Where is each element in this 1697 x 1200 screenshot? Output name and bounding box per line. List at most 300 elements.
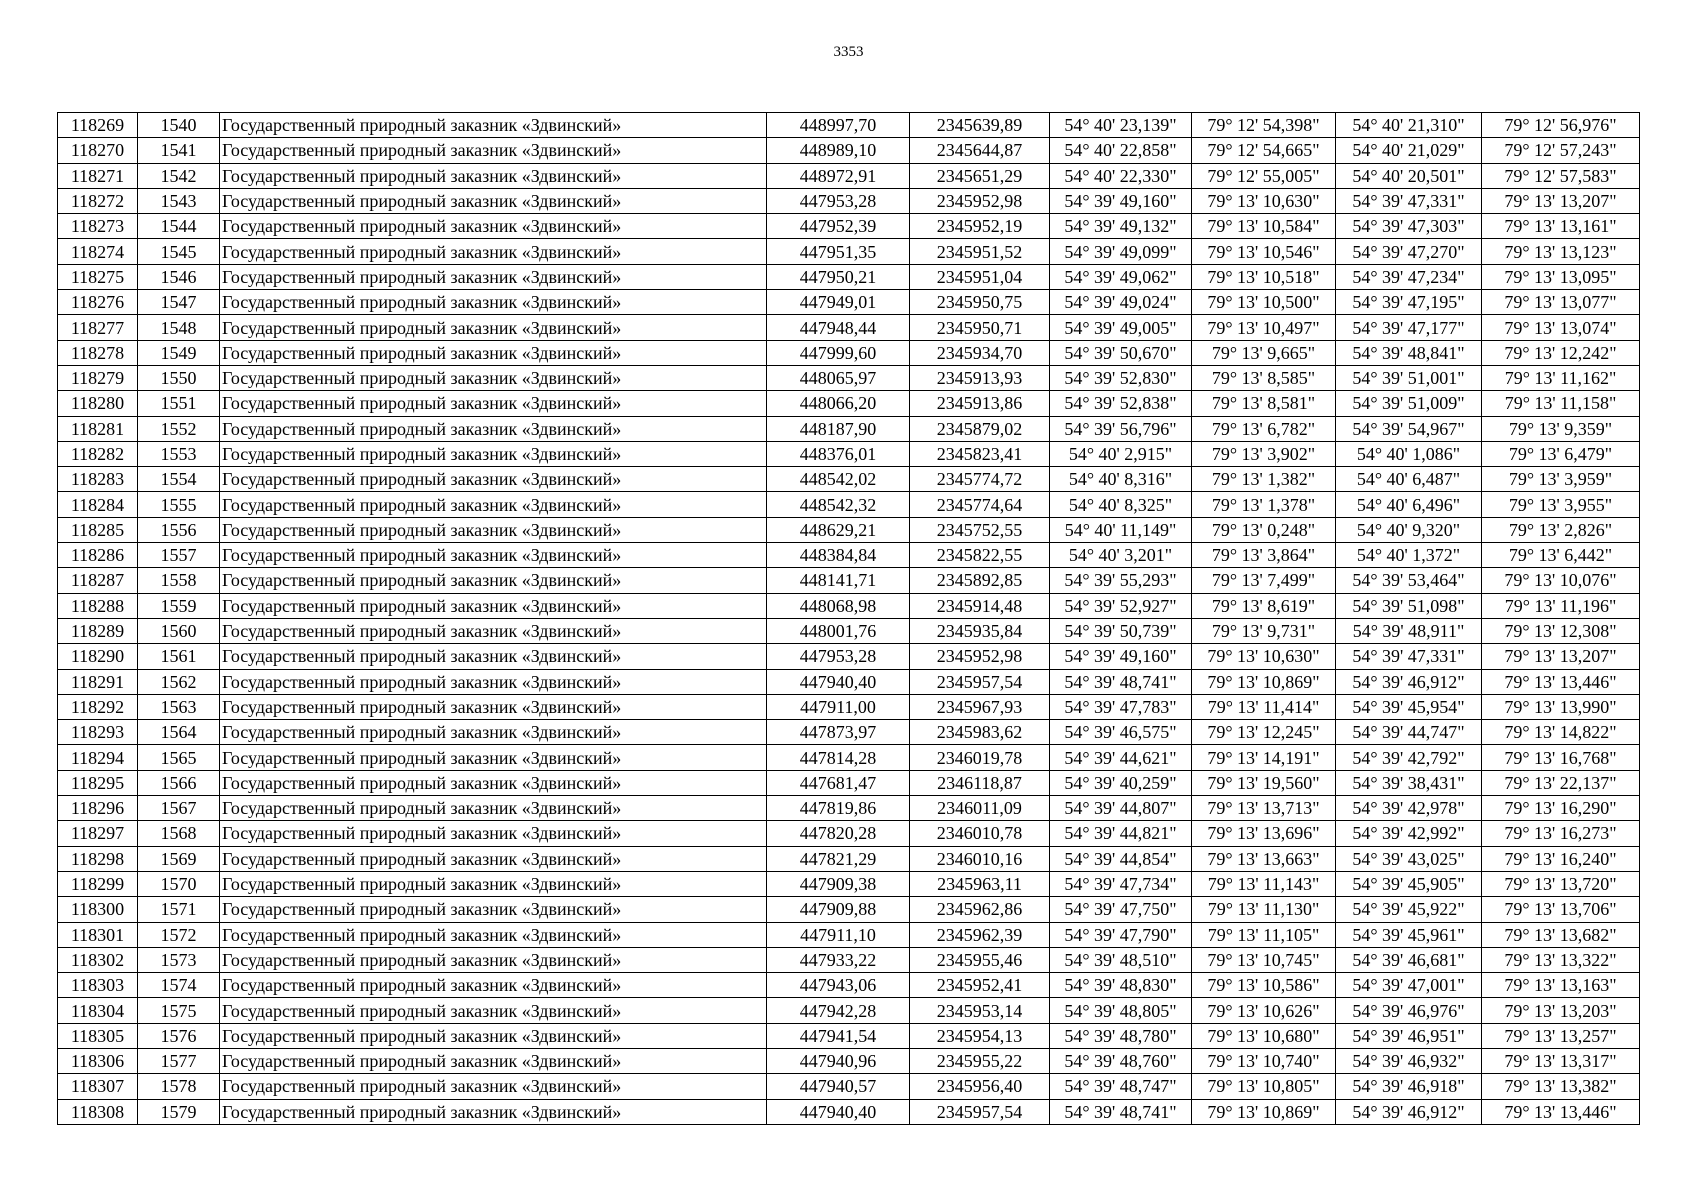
record-id-cell: 118284 <box>58 492 138 517</box>
area-name-cell: Государственный природный заказник «Здвинский» <box>220 821 767 846</box>
point-number-cell: 1558 <box>138 568 220 593</box>
longitude-1-cell: 79° 13' 10,497" <box>1192 315 1336 340</box>
coord-y-cell: 2345651,29 <box>910 163 1050 188</box>
latitude-2-cell: 54° 39' 46,912" <box>1336 1099 1482 1124</box>
coord-y-cell: 2345954,13 <box>910 1023 1050 1048</box>
coord-y-cell: 2345957,54 <box>910 669 1050 694</box>
coord-y-cell: 2345892,85 <box>910 568 1050 593</box>
coord-x-cell: 447681,47 <box>767 770 910 795</box>
latitude-2-cell: 54° 40' 21,310" <box>1336 113 1482 138</box>
latitude-2-cell: 54° 39' 47,303" <box>1336 214 1482 239</box>
area-name-cell: Государственный природный заказник «Здвинский» <box>220 1048 767 1073</box>
latitude-1-cell: 54° 40' 2,915" <box>1050 441 1192 466</box>
longitude-1-cell: 79° 13' 19,560" <box>1192 770 1336 795</box>
table-row <box>58 745 1640 770</box>
latitude-2-cell: 54° 39' 43,025" <box>1336 846 1482 871</box>
coord-y-cell: 2345951,52 <box>910 239 1050 264</box>
coord-x-cell: 447953,28 <box>767 188 910 213</box>
latitude-1-cell: 54° 39' 49,160" <box>1050 188 1192 213</box>
coord-x-cell: 447911,10 <box>767 922 910 947</box>
longitude-2-cell: 79° 13' 16,768" <box>1482 745 1640 770</box>
coord-x-cell: 447820,28 <box>767 821 910 846</box>
record-id-cell: 118308 <box>58 1099 138 1124</box>
point-number-cell: 1565 <box>138 745 220 770</box>
coord-y-cell: 2345774,64 <box>910 492 1050 517</box>
coord-y-cell: 2345962,39 <box>910 922 1050 947</box>
coord-x-cell: 448972,91 <box>767 163 910 188</box>
table-row <box>58 821 1640 846</box>
table-row <box>58 517 1640 542</box>
record-id-cell: 118276 <box>58 290 138 315</box>
longitude-2-cell: 79° 13' 11,196" <box>1482 593 1640 618</box>
coord-y-cell: 2345983,62 <box>910 720 1050 745</box>
latitude-1-cell: 54° 40' 11,149" <box>1050 517 1192 542</box>
longitude-1-cell: 79° 13' 0,248" <box>1192 517 1336 542</box>
point-number-cell: 1572 <box>138 922 220 947</box>
point-number-cell: 1556 <box>138 517 220 542</box>
area-name-cell: Государственный природный заказник «Здвинский» <box>220 669 767 694</box>
record-id-cell: 118281 <box>58 416 138 441</box>
coord-x-cell: 448542,02 <box>767 467 910 492</box>
area-name-cell: Государственный природный заказник «Здвинский» <box>220 644 767 669</box>
record-id-cell: 118286 <box>58 543 138 568</box>
coord-y-cell: 2345952,41 <box>910 973 1050 998</box>
latitude-1-cell: 54° 39' 49,005" <box>1050 315 1192 340</box>
coord-x-cell: 447911,00 <box>767 694 910 719</box>
table-row <box>58 770 1640 795</box>
record-id-cell: 118289 <box>58 618 138 643</box>
point-number-cell: 1577 <box>138 1048 220 1073</box>
area-name-cell: Государственный природный заказник «Здвинский» <box>220 264 767 289</box>
longitude-2-cell: 79° 13' 13,074" <box>1482 315 1640 340</box>
latitude-2-cell: 54° 39' 45,905" <box>1336 871 1482 896</box>
latitude-1-cell: 54° 39' 56,796" <box>1050 416 1192 441</box>
longitude-1-cell: 79° 13' 3,864" <box>1192 543 1336 568</box>
area-name-cell: Государственный природный заказник «Здвинский» <box>220 441 767 466</box>
area-name-cell: Государственный природный заказник «Здвинский» <box>220 871 767 896</box>
coord-x-cell: 447909,88 <box>767 897 910 922</box>
longitude-2-cell: 79° 13' 13,123" <box>1482 239 1640 264</box>
latitude-2-cell: 54° 39' 46,918" <box>1336 1074 1482 1099</box>
latitude-2-cell: 54° 39' 46,912" <box>1336 669 1482 694</box>
latitude-1-cell: 54° 39' 48,830" <box>1050 973 1192 998</box>
latitude-1-cell: 54° 39' 52,830" <box>1050 365 1192 390</box>
coord-x-cell: 448066,20 <box>767 391 910 416</box>
longitude-2-cell: 79° 13' 12,242" <box>1482 340 1640 365</box>
latitude-2-cell: 54° 39' 51,001" <box>1336 365 1482 390</box>
longitude-1-cell: 79° 13' 8,581" <box>1192 391 1336 416</box>
record-id-cell: 118295 <box>58 770 138 795</box>
longitude-1-cell: 79° 13' 8,585" <box>1192 365 1336 390</box>
table-row <box>58 188 1640 213</box>
longitude-1-cell: 79° 12' 54,398" <box>1192 113 1336 138</box>
longitude-1-cell: 79° 13' 1,382" <box>1192 467 1336 492</box>
table-row <box>58 492 1640 517</box>
table-row <box>58 973 1640 998</box>
area-name-cell: Государственный природный заказник «Здвинский» <box>220 745 767 770</box>
record-id-cell: 118306 <box>58 1048 138 1073</box>
longitude-1-cell: 79° 13' 11,143" <box>1192 871 1336 896</box>
coord-x-cell: 447873,97 <box>767 720 910 745</box>
latitude-2-cell: 54° 40' 6,487" <box>1336 467 1482 492</box>
longitude-1-cell: 79° 13' 10,680" <box>1192 1023 1336 1048</box>
longitude-2-cell: 79° 12' 57,583" <box>1482 163 1640 188</box>
latitude-1-cell: 54° 39' 44,807" <box>1050 796 1192 821</box>
longitude-1-cell: 79° 13' 10,586" <box>1192 973 1336 998</box>
table-row <box>58 467 1640 492</box>
area-name-cell: Государственный природный заказник «Здвинский» <box>220 517 767 542</box>
coord-y-cell: 2345774,72 <box>910 467 1050 492</box>
point-number-cell: 1576 <box>138 1023 220 1048</box>
latitude-1-cell: 54° 39' 44,821" <box>1050 821 1192 846</box>
longitude-2-cell: 79° 13' 16,240" <box>1482 846 1640 871</box>
record-id-cell: 118294 <box>58 745 138 770</box>
point-number-cell: 1575 <box>138 998 220 1023</box>
coord-y-cell: 2345955,22 <box>910 1048 1050 1073</box>
longitude-1-cell: 79° 13' 14,191" <box>1192 745 1336 770</box>
latitude-1-cell: 54° 39' 52,927" <box>1050 593 1192 618</box>
point-number-cell: 1578 <box>138 1074 220 1099</box>
longitude-1-cell: 79° 13' 10,626" <box>1192 998 1336 1023</box>
longitude-2-cell: 79° 12' 57,243" <box>1482 138 1640 163</box>
record-id-cell: 118279 <box>58 365 138 390</box>
table-row <box>58 441 1640 466</box>
table-row <box>58 568 1640 593</box>
latitude-1-cell: 54° 40' 22,330" <box>1050 163 1192 188</box>
table-row <box>58 214 1640 239</box>
point-number-cell: 1546 <box>138 264 220 289</box>
point-number-cell: 1549 <box>138 340 220 365</box>
longitude-1-cell: 79° 13' 10,630" <box>1192 644 1336 669</box>
longitude-1-cell: 79° 13' 1,378" <box>1192 492 1336 517</box>
coord-x-cell: 447814,28 <box>767 745 910 770</box>
latitude-1-cell: 54° 39' 49,062" <box>1050 264 1192 289</box>
latitude-2-cell: 54° 39' 47,234" <box>1336 264 1482 289</box>
longitude-2-cell: 79° 13' 16,290" <box>1482 796 1640 821</box>
table-row <box>58 138 1640 163</box>
coord-y-cell: 2345967,93 <box>910 694 1050 719</box>
table-row <box>58 796 1640 821</box>
latitude-1-cell: 54° 39' 47,790" <box>1050 922 1192 947</box>
coord-x-cell: 447940,40 <box>767 1099 910 1124</box>
latitude-2-cell: 54° 39' 47,177" <box>1336 315 1482 340</box>
latitude-2-cell: 54° 40' 20,501" <box>1336 163 1482 188</box>
table-row <box>58 846 1640 871</box>
record-id-cell: 118278 <box>58 340 138 365</box>
area-name-cell: Государственный природный заказник «Здвинский» <box>220 1023 767 1048</box>
point-number-cell: 1562 <box>138 669 220 694</box>
longitude-2-cell: 79° 13' 13,095" <box>1482 264 1640 289</box>
record-id-cell: 118269 <box>58 113 138 138</box>
point-number-cell: 1573 <box>138 947 220 972</box>
record-id-cell: 118299 <box>58 871 138 896</box>
coord-x-cell: 447948,44 <box>767 315 910 340</box>
latitude-1-cell: 54° 39' 49,024" <box>1050 290 1192 315</box>
coord-y-cell: 2346019,78 <box>910 745 1050 770</box>
table-row <box>58 947 1640 972</box>
point-number-cell: 1561 <box>138 644 220 669</box>
record-id-cell: 118288 <box>58 593 138 618</box>
latitude-1-cell: 54° 39' 49,099" <box>1050 239 1192 264</box>
coord-y-cell: 2345957,54 <box>910 1099 1050 1124</box>
area-name-cell: Государственный природный заказник «Здвинский» <box>220 416 767 441</box>
area-name-cell: Государственный природный заказник «Здвинский» <box>220 239 767 264</box>
coord-x-cell: 447942,28 <box>767 998 910 1023</box>
latitude-1-cell: 54° 39' 48,510" <box>1050 947 1192 972</box>
latitude-1-cell: 54° 39' 50,739" <box>1050 618 1192 643</box>
point-number-cell: 1543 <box>138 188 220 213</box>
coord-x-cell: 447950,21 <box>767 264 910 289</box>
coord-y-cell: 2346011,09 <box>910 796 1050 821</box>
table-row <box>58 922 1640 947</box>
table-body <box>58 113 1640 1125</box>
latitude-2-cell: 54° 40' 6,496" <box>1336 492 1482 517</box>
latitude-2-cell: 54° 39' 54,967" <box>1336 416 1482 441</box>
point-number-cell: 1550 <box>138 365 220 390</box>
coord-x-cell: 447953,28 <box>767 644 910 669</box>
longitude-2-cell: 79° 13' 13,077" <box>1482 290 1640 315</box>
record-id-cell: 118304 <box>58 998 138 1023</box>
area-name-cell: Государственный природный заказник «Здвинский» <box>220 770 767 795</box>
record-id-cell: 118302 <box>58 947 138 972</box>
longitude-1-cell: 79° 13' 11,105" <box>1192 922 1336 947</box>
coord-x-cell: 447943,06 <box>767 973 910 998</box>
area-name-cell: Государственный природный заказник «Здвинский» <box>220 1074 767 1099</box>
record-id-cell: 118280 <box>58 391 138 416</box>
table-row <box>58 1048 1640 1073</box>
record-id-cell: 118285 <box>58 517 138 542</box>
latitude-1-cell: 54° 40' 22,858" <box>1050 138 1192 163</box>
coord-y-cell: 2345955,46 <box>910 947 1050 972</box>
longitude-1-cell: 79° 13' 8,619" <box>1192 593 1336 618</box>
longitude-1-cell: 79° 13' 13,713" <box>1192 796 1336 821</box>
latitude-1-cell: 54° 39' 55,293" <box>1050 568 1192 593</box>
latitude-2-cell: 54° 39' 47,331" <box>1336 644 1482 669</box>
coord-y-cell: 2345934,70 <box>910 340 1050 365</box>
point-number-cell: 1566 <box>138 770 220 795</box>
area-name-cell: Государственный природный заказник «Здвинский» <box>220 365 767 390</box>
coord-x-cell: 447909,38 <box>767 871 910 896</box>
record-id-cell: 118298 <box>58 846 138 871</box>
record-id-cell: 118292 <box>58 694 138 719</box>
record-id-cell: 118293 <box>58 720 138 745</box>
coord-y-cell: 2345952,19 <box>910 214 1050 239</box>
area-name-cell: Государственный природный заказник «Здвинский» <box>220 163 767 188</box>
longitude-2-cell: 79° 12' 56,976" <box>1482 113 1640 138</box>
area-name-cell: Государственный природный заказник «Здвинский» <box>220 720 767 745</box>
longitude-1-cell: 79° 13' 9,665" <box>1192 340 1336 365</box>
longitude-2-cell: 79° 13' 13,317" <box>1482 1048 1640 1073</box>
record-id-cell: 118297 <box>58 821 138 846</box>
table-row <box>58 340 1640 365</box>
point-number-cell: 1570 <box>138 871 220 896</box>
point-number-cell: 1548 <box>138 315 220 340</box>
area-name-cell: Государственный природный заказник «Здвинский» <box>220 998 767 1023</box>
latitude-1-cell: 54° 39' 47,734" <box>1050 871 1192 896</box>
longitude-1-cell: 79° 13' 6,782" <box>1192 416 1336 441</box>
area-name-cell: Государственный природный заказник «Здвинский» <box>220 214 767 239</box>
point-number-cell: 1553 <box>138 441 220 466</box>
longitude-1-cell: 79° 13' 10,584" <box>1192 214 1336 239</box>
latitude-1-cell: 54° 40' 8,316" <box>1050 467 1192 492</box>
longitude-2-cell: 79° 13' 13,446" <box>1482 1099 1640 1124</box>
area-name-cell: Государственный природный заказник «Здвинский» <box>220 897 767 922</box>
coord-x-cell: 448542,32 <box>767 492 910 517</box>
latitude-1-cell: 54° 39' 48,760" <box>1050 1048 1192 1073</box>
latitude-2-cell: 54° 39' 45,961" <box>1336 922 1482 947</box>
longitude-1-cell: 79° 13' 11,414" <box>1192 694 1336 719</box>
longitude-1-cell: 79° 13' 13,696" <box>1192 821 1336 846</box>
longitude-2-cell: 79° 13' 3,959" <box>1482 467 1640 492</box>
point-number-cell: 1568 <box>138 821 220 846</box>
longitude-2-cell: 79° 13' 6,442" <box>1482 543 1640 568</box>
coord-y-cell: 2345935,84 <box>910 618 1050 643</box>
area-name-cell: Государственный природный заказник «Здвинский» <box>220 922 767 947</box>
point-number-cell: 1551 <box>138 391 220 416</box>
coord-y-cell: 2345644,87 <box>910 138 1050 163</box>
coord-y-cell: 2346010,16 <box>910 846 1050 871</box>
longitude-2-cell: 79° 13' 13,163" <box>1482 973 1640 998</box>
longitude-2-cell: 79° 13' 13,207" <box>1482 188 1640 213</box>
coord-y-cell: 2345879,02 <box>910 416 1050 441</box>
coord-y-cell: 2345952,98 <box>910 644 1050 669</box>
latitude-2-cell: 54° 39' 42,992" <box>1336 821 1482 846</box>
record-id-cell: 118287 <box>58 568 138 593</box>
longitude-2-cell: 79° 13' 13,446" <box>1482 669 1640 694</box>
coord-y-cell: 2345963,11 <box>910 871 1050 896</box>
table-row <box>58 871 1640 896</box>
point-number-cell: 1544 <box>138 214 220 239</box>
longitude-1-cell: 79° 13' 10,740" <box>1192 1048 1336 1073</box>
record-id-cell: 118282 <box>58 441 138 466</box>
coord-x-cell: 448141,71 <box>767 568 910 593</box>
latitude-1-cell: 54° 39' 47,783" <box>1050 694 1192 719</box>
latitude-1-cell: 54° 39' 48,741" <box>1050 1099 1192 1124</box>
coord-x-cell: 447819,86 <box>767 796 910 821</box>
table-row <box>58 1023 1640 1048</box>
table-row <box>58 1074 1640 1099</box>
longitude-1-cell: 79° 13' 12,245" <box>1192 720 1336 745</box>
coord-x-cell: 448384,84 <box>767 543 910 568</box>
point-number-cell: 1542 <box>138 163 220 188</box>
record-id-cell: 118275 <box>58 264 138 289</box>
latitude-1-cell: 54° 39' 40,259" <box>1050 770 1192 795</box>
latitude-2-cell: 54° 39' 48,841" <box>1336 340 1482 365</box>
area-name-cell: Государственный природный заказник «Здвинский» <box>220 618 767 643</box>
area-name-cell: Государственный природный заказник «Здвинский» <box>220 315 767 340</box>
latitude-1-cell: 54° 39' 48,780" <box>1050 1023 1192 1048</box>
coord-y-cell: 2345962,86 <box>910 897 1050 922</box>
coord-x-cell: 447951,35 <box>767 239 910 264</box>
longitude-1-cell: 79° 13' 3,902" <box>1192 441 1336 466</box>
point-number-cell: 1540 <box>138 113 220 138</box>
longitude-1-cell: 79° 12' 54,665" <box>1192 138 1336 163</box>
table-row <box>58 391 1640 416</box>
coord-y-cell: 2345822,55 <box>910 543 1050 568</box>
point-number-cell: 1560 <box>138 618 220 643</box>
coord-x-cell: 447940,96 <box>767 1048 910 1073</box>
coordinates-table <box>57 112 1640 1125</box>
coord-x-cell: 448001,76 <box>767 618 910 643</box>
coord-y-cell: 2345950,71 <box>910 315 1050 340</box>
coord-x-cell: 447949,01 <box>767 290 910 315</box>
latitude-2-cell: 54° 40' 9,320" <box>1336 517 1482 542</box>
longitude-1-cell: 79° 13' 10,869" <box>1192 1099 1336 1124</box>
point-number-cell: 1563 <box>138 694 220 719</box>
coord-x-cell: 447821,29 <box>767 846 910 871</box>
area-name-cell: Государственный природный заказник «Здвинский» <box>220 290 767 315</box>
longitude-2-cell: 79° 13' 10,076" <box>1482 568 1640 593</box>
coord-x-cell: 447941,54 <box>767 1023 910 1048</box>
latitude-1-cell: 54° 40' 3,201" <box>1050 543 1192 568</box>
record-id-cell: 118300 <box>58 897 138 922</box>
longitude-2-cell: 79° 13' 11,158" <box>1482 391 1640 416</box>
coord-x-cell: 448376,01 <box>767 441 910 466</box>
longitude-2-cell: 79° 13' 9,359" <box>1482 416 1640 441</box>
table-row <box>58 897 1640 922</box>
latitude-2-cell: 54° 39' 47,270" <box>1336 239 1482 264</box>
longitude-2-cell: 79° 13' 6,479" <box>1482 441 1640 466</box>
coord-y-cell: 2345639,89 <box>910 113 1050 138</box>
point-number-cell: 1545 <box>138 239 220 264</box>
longitude-2-cell: 79° 13' 22,137" <box>1482 770 1640 795</box>
table-row <box>58 543 1640 568</box>
area-name-cell: Государственный природный заказник «Здвинский» <box>220 1099 767 1124</box>
record-id-cell: 118296 <box>58 796 138 821</box>
latitude-1-cell: 54° 39' 48,741" <box>1050 669 1192 694</box>
coord-x-cell: 448629,21 <box>767 517 910 542</box>
longitude-2-cell: 79° 13' 13,207" <box>1482 644 1640 669</box>
latitude-2-cell: 54° 39' 47,001" <box>1336 973 1482 998</box>
latitude-2-cell: 54° 39' 45,922" <box>1336 897 1482 922</box>
latitude-1-cell: 54° 39' 44,854" <box>1050 846 1192 871</box>
latitude-1-cell: 54° 39' 48,805" <box>1050 998 1192 1023</box>
point-number-cell: 1559 <box>138 593 220 618</box>
point-number-cell: 1552 <box>138 416 220 441</box>
table-row <box>58 644 1640 669</box>
area-name-cell: Государственный природный заказник «Здвинский» <box>220 543 767 568</box>
coord-x-cell: 447940,40 <box>767 669 910 694</box>
area-name-cell: Государственный природный заказник «Здвинский» <box>220 947 767 972</box>
latitude-2-cell: 54° 39' 47,195" <box>1336 290 1482 315</box>
latitude-2-cell: 54° 39' 42,978" <box>1336 796 1482 821</box>
point-number-cell: 1569 <box>138 846 220 871</box>
longitude-2-cell: 79° 13' 13,706" <box>1482 897 1640 922</box>
coord-x-cell: 448068,98 <box>767 593 910 618</box>
longitude-2-cell: 79° 13' 13,382" <box>1482 1074 1640 1099</box>
latitude-2-cell: 54° 39' 53,464" <box>1336 568 1482 593</box>
latitude-1-cell: 54° 40' 8,325" <box>1050 492 1192 517</box>
latitude-2-cell: 54° 39' 46,932" <box>1336 1048 1482 1073</box>
longitude-2-cell: 79° 13' 13,990" <box>1482 694 1640 719</box>
latitude-1-cell: 54° 39' 49,160" <box>1050 644 1192 669</box>
coord-y-cell: 2345914,48 <box>910 593 1050 618</box>
point-number-cell: 1547 <box>138 290 220 315</box>
table-row <box>58 264 1640 289</box>
record-id-cell: 118305 <box>58 1023 138 1048</box>
coord-x-cell: 448187,90 <box>767 416 910 441</box>
longitude-2-cell: 79° 13' 14,822" <box>1482 720 1640 745</box>
coord-y-cell: 2345953,14 <box>910 998 1050 1023</box>
longitude-1-cell: 79° 13' 10,518" <box>1192 264 1336 289</box>
record-id-cell: 118273 <box>58 214 138 239</box>
latitude-2-cell: 54° 39' 47,331" <box>1336 188 1482 213</box>
record-id-cell: 118274 <box>58 239 138 264</box>
point-number-cell: 1574 <box>138 973 220 998</box>
longitude-2-cell: 79° 13' 13,161" <box>1482 214 1640 239</box>
latitude-1-cell: 54° 39' 50,670" <box>1050 340 1192 365</box>
coord-y-cell: 2345951,04 <box>910 264 1050 289</box>
